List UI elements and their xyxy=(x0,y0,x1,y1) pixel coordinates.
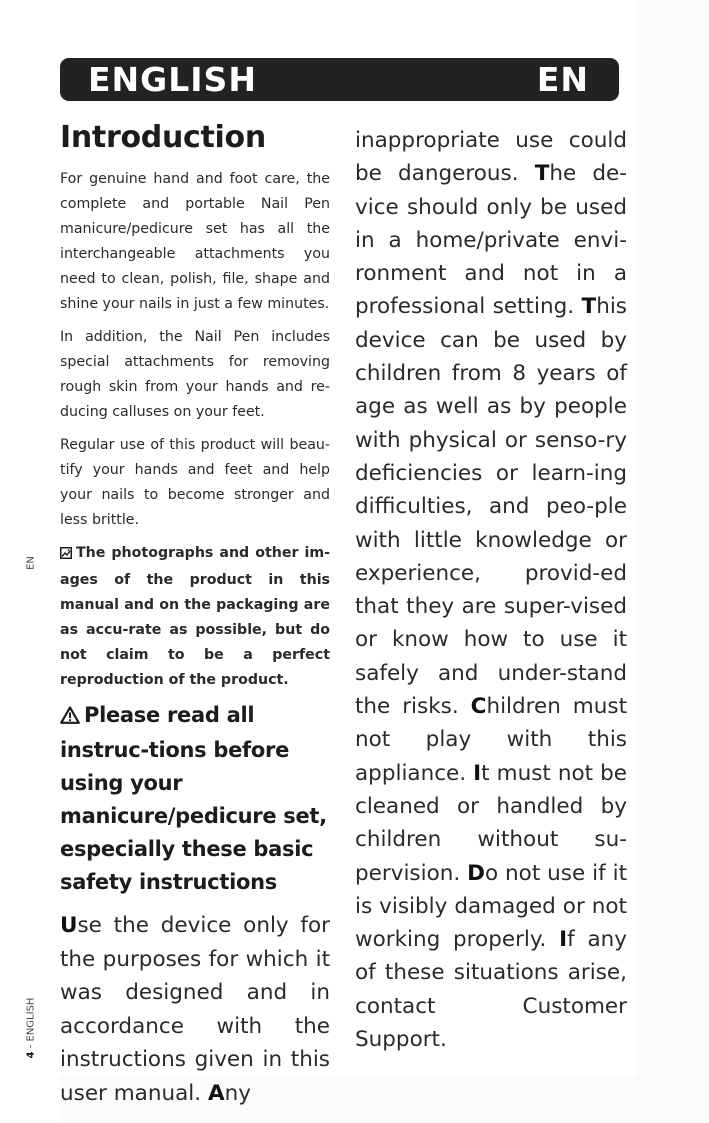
safety-warning-heading xyxy=(60,699,330,899)
left-column xyxy=(60,118,330,1110)
dropcap: D xyxy=(467,860,485,886)
header-language: ENGLISH xyxy=(88,60,257,99)
page-footer xyxy=(20,990,42,1066)
side-language-code: EN xyxy=(25,556,37,570)
dropcap: U xyxy=(60,913,78,938)
safety-text: o not use if it is visibly damaged or not working properly. xyxy=(355,860,627,953)
warning-triangle-icon xyxy=(60,701,80,734)
safety-text: he de-vice should only be used in a home/private envi-ronment and not in a professional setting. xyxy=(355,161,627,320)
dropcap: I xyxy=(559,927,568,953)
photo-disclaimer-note xyxy=(60,541,330,693)
safety-text: hildren must not play with this appliance. xyxy=(355,694,628,786)
safety-text: t must not be cleaned or handled by children without su-pervision. xyxy=(355,760,627,886)
introduction-heading: Introduction xyxy=(60,120,266,155)
language-header-bar xyxy=(60,58,619,101)
photo-disclaimer-text: The photographs and other im-ages of the product in this manual and on the packaging are as accu-rate as possible, but do not claim to be a perfect reproduction of the product. xyxy=(60,545,330,688)
safety-warning-text: Please read all instruc-tions before using your manicure/pedicure set, especially these basic safety instructions xyxy=(60,703,327,894)
page-footer-label: - ENGLISH xyxy=(25,997,37,1052)
side-language-tab xyxy=(22,552,40,574)
dropcap: T xyxy=(581,294,597,320)
page-number: 4 xyxy=(25,1051,37,1059)
safety-text: his device can be used by children from 8 years of age as well as by people with physical or senso-ry deficiencies or learn-ing difficulties, and peo-ple with little knowledge or experience, provid-ed that they are super-vised or know how to use it safely and under-stand the risks. xyxy=(355,294,627,720)
dropcap: A xyxy=(207,1080,225,1106)
safety-instructions-right xyxy=(355,124,627,1056)
dropcap: C xyxy=(470,694,487,720)
header-language-code: EN xyxy=(536,60,589,99)
dropcap: I xyxy=(473,760,482,786)
safety-text: se the device only for the purposes for which it was designed and in accordance with the instructions given in this user manual. xyxy=(60,913,330,1106)
safety-instructions-left xyxy=(60,909,330,1110)
right-column xyxy=(355,124,627,1056)
intro-paragraph-2: In addition, the Nail Pen includes special attachments for removing rough skin from your hands and re-ducing calluses on your feet. xyxy=(60,329,330,420)
dropcap: T xyxy=(534,161,550,187)
image-icon xyxy=(60,543,72,568)
safety-text: inappropriate use could be dangerous. xyxy=(355,128,627,187)
page-margin-right xyxy=(636,0,709,1123)
safety-text: f any of these situations arise, contact Customer Support. xyxy=(355,927,628,1053)
safety-text: ny xyxy=(224,1080,251,1106)
intro-paragraph-3: Regular use of this product will beau-tify your hands and feet and help your nails to become stronger and less brittle. xyxy=(60,437,330,528)
intro-paragraph-1: For genuine hand and foot care, the complete and portable Nail Pen manicure/pedicure set has all the interchangeable attachments you need to clean, polish, file, shape and shine your nails in just a few minutes. xyxy=(60,171,330,312)
